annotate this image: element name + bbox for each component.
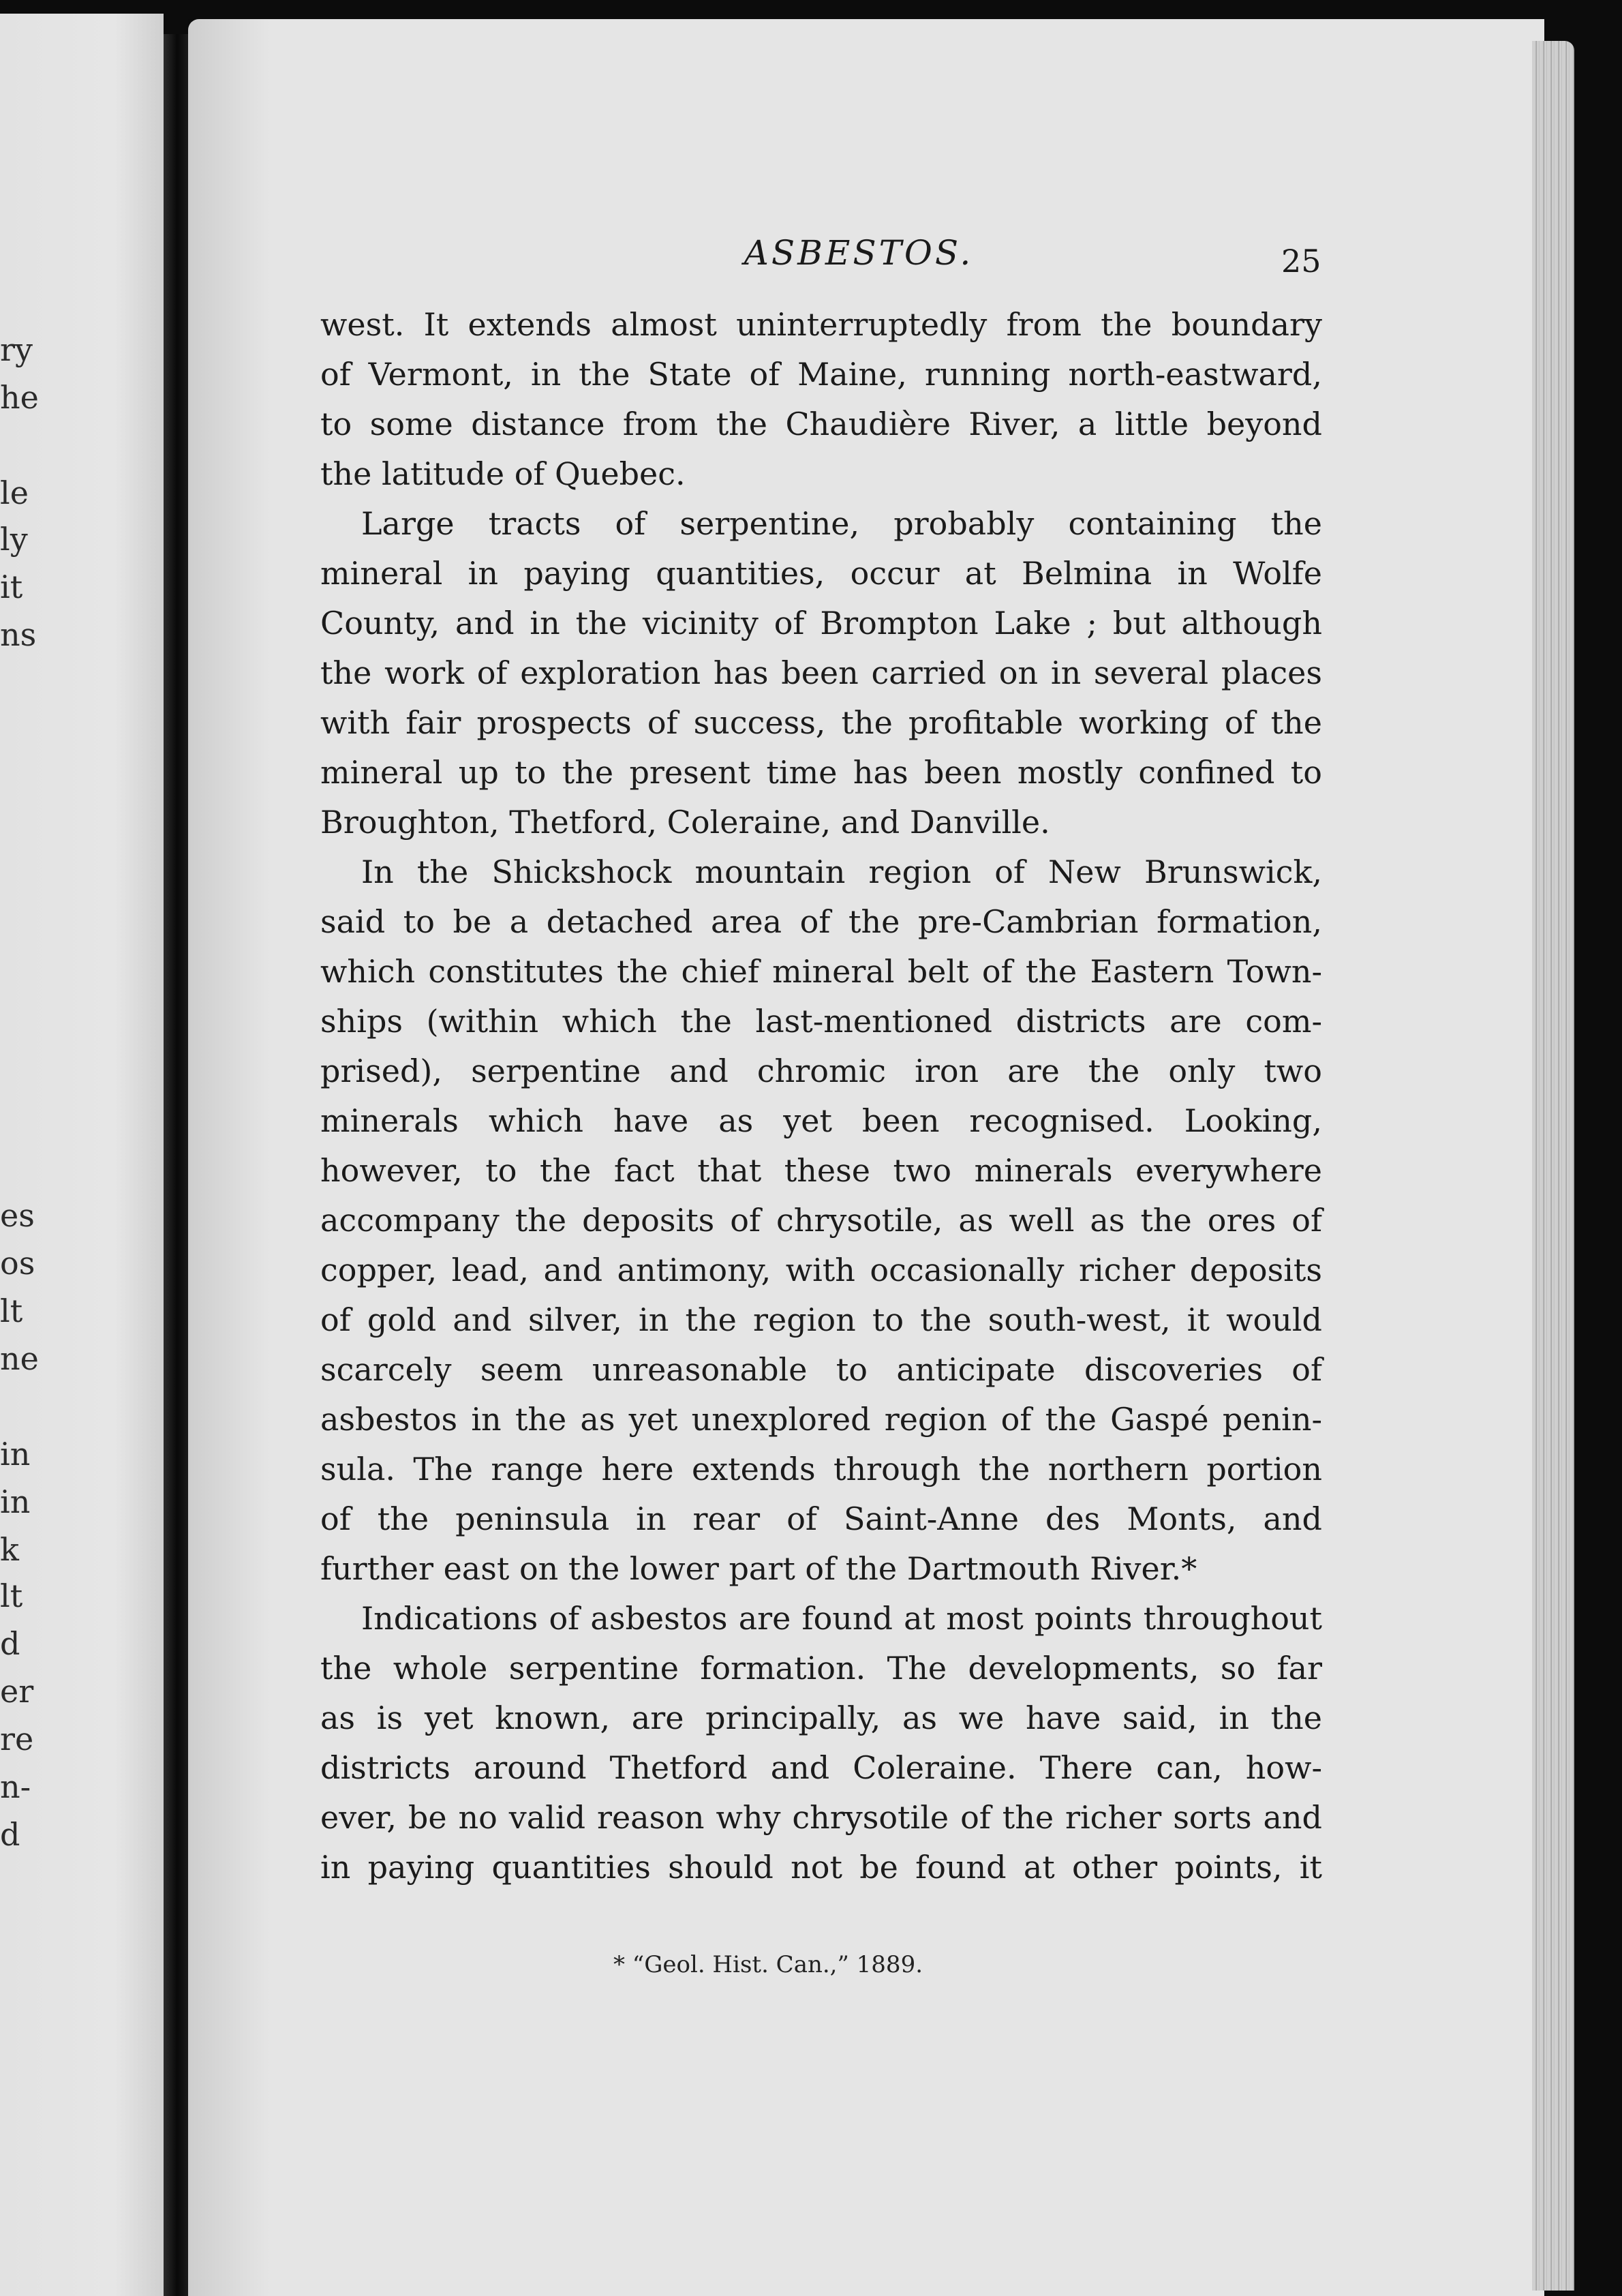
left-page-fragment: es <box>0 1197 35 1234</box>
left-page-fragment: re <box>0 1721 34 1757</box>
text-line: the latitude of Quebec. <box>320 455 686 492</box>
text-line: minerals which have as yet been recognised. Looking, <box>320 1102 1322 1139</box>
text-line: copper, lead, and antimony, with occasionally richer deposits <box>320 1252 1322 1288</box>
left-page-fragment: d <box>0 1625 20 1662</box>
text-line: in paying quantities should not be found at other points, it <box>320 1849 1322 1886</box>
paragraph <box>320 499 1322 847</box>
text-line: the work of exploration has been carried on in several places <box>320 654 1322 691</box>
text-line: the whole serpentine formation. The developments, so far <box>320 1650 1322 1687</box>
text-line: of Vermont, in the State of Maine, running north-eastward, <box>320 356 1322 393</box>
left-page-fragment: lt <box>0 1577 23 1614</box>
text-line: districts around Thetford and Coleraine. There can, how- <box>320 1749 1322 1786</box>
text-line: west. It extends almost uninterruptedly from the boundary <box>320 306 1322 343</box>
text-line: said to be a detached area of the pre-Cambrian formation, <box>320 903 1322 940</box>
text-line: mineral in paying quantities, occur at Belmina in Wolfe <box>320 555 1322 592</box>
footnote: * “Geol. Hist. Can.,” 1889. <box>613 1951 923 1978</box>
text-line: prised), serpentine and chromic iron are the only two <box>320 1053 1322 1089</box>
text-line: with fair prospects of success, the profitable working of the <box>320 704 1322 741</box>
left-page-fragment: ly <box>0 521 28 558</box>
left-page-fragment: lt <box>0 1293 23 1329</box>
text-line: which constitutes the chief mineral belt of the Eastern Town- <box>320 953 1322 990</box>
left-page-fragment: d <box>0 1816 20 1853</box>
text-line: ships (within which the last-mentioned districts are com- <box>320 1003 1322 1040</box>
page-number: 25 <box>1281 243 1321 280</box>
paragraph <box>320 300 1322 499</box>
left-page-fragment: n- <box>0 1768 31 1805</box>
running-head-title: ASBESTOS. <box>744 233 974 273</box>
text-line: accompany the deposits of chrysotile, as well as the ores of <box>320 1202 1322 1239</box>
book-gutter <box>164 34 188 2296</box>
text-line: as is yet known, are principally, as we have said, in the <box>320 1700 1322 1736</box>
left-page-fragment: ne <box>0 1340 39 1377</box>
text-line: asbestos in the as yet unexplored region of the Gaspé penin- <box>320 1401 1322 1438</box>
text-line: sula. The range here extends through the northern portion <box>320 1451 1322 1487</box>
text-line: Large tracts of serpentine, probably containing the <box>361 505 1322 542</box>
left-page-fragment: os <box>0 1245 35 1282</box>
text-line: County, and in the vicinity of Brompton Lake ; but although <box>320 605 1322 641</box>
left-page-text-fragments <box>0 14 164 2296</box>
left-page-fragment: ns <box>0 616 37 653</box>
body-text <box>320 300 1322 1892</box>
text-line: however, to the fact that these two minerals everywhere <box>320 1152 1322 1189</box>
text-line: Broughton, Thetford, Coleraine, and Danville. <box>320 804 1050 841</box>
left-page <box>0 14 164 2296</box>
left-page-fragment: it <box>0 569 23 605</box>
left-page-fragment: in <box>0 1483 31 1520</box>
text-line: scarcely seem unreasonable to anticipate discoveries of <box>320 1351 1322 1388</box>
text-line: of the peninsula in rear of Saint-Anne des Monts, and <box>320 1500 1322 1537</box>
text-line: mineral up to the present time has been mostly confined to <box>320 754 1322 791</box>
paragraph <box>320 847 1322 1594</box>
text-line: Indications of asbestos are found at most points throughout <box>361 1600 1322 1637</box>
paragraph <box>320 1594 1322 1892</box>
text-line: further east on the lower part of the Dartmouth River.* <box>320 1550 1197 1587</box>
page-edges <box>1532 41 1574 2291</box>
text-line: ever, be no valid reason why chrysotile of the richer sorts and <box>320 1799 1322 1836</box>
left-page-fragment: er <box>0 1673 34 1710</box>
left-page-fragment: in <box>0 1436 31 1472</box>
left-page-fragment: he <box>0 379 39 416</box>
text-line: In the Shickshock mountain region of New Brunswick, <box>361 854 1322 890</box>
text-line: of gold and silver, in the region to the south-west, it would <box>320 1301 1322 1338</box>
text-line: to some distance from the Chaudière River, a little beyond <box>320 406 1322 442</box>
left-page-fragment: ry <box>0 331 33 368</box>
left-page-fragment: le <box>0 474 29 511</box>
left-page-fragment: k <box>0 1531 19 1568</box>
